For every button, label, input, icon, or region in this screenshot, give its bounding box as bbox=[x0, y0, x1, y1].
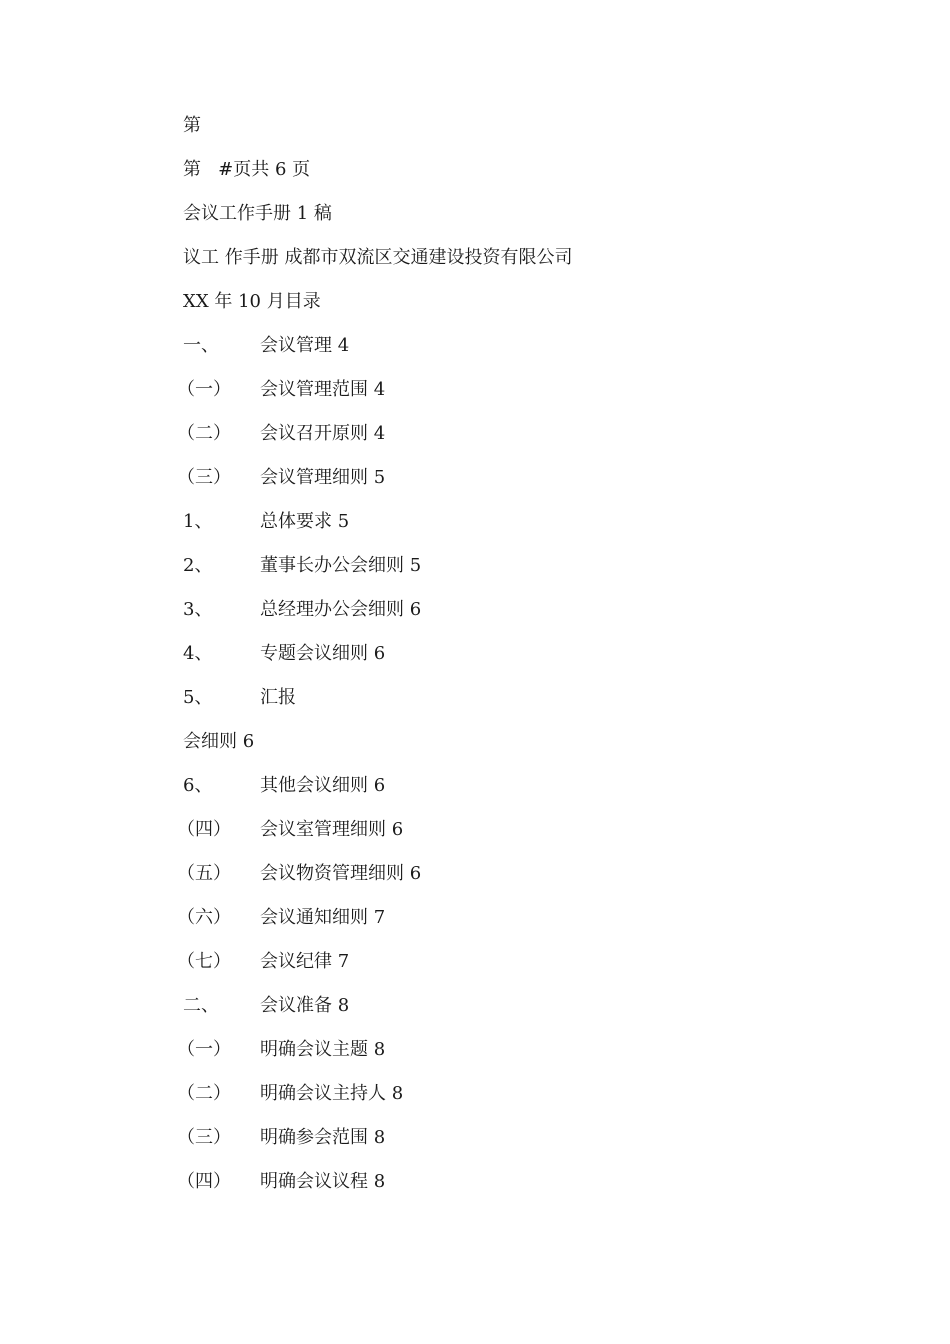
toc-number: 5、 bbox=[183, 687, 213, 708]
toc-item bbox=[177, 374, 883, 418]
toc-item bbox=[177, 814, 883, 858]
toc-text: 总经理办公会细则 6 bbox=[260, 599, 422, 620]
toc-number: （六） bbox=[177, 907, 231, 928]
toc-number: 1、 bbox=[183, 511, 213, 532]
toc-text: 会议通知细则 7 bbox=[260, 907, 386, 928]
toc-text: 会议纪律 7 bbox=[260, 951, 350, 972]
toc-item bbox=[177, 1078, 883, 1122]
toc-item bbox=[177, 1166, 883, 1210]
document-subtitle: 议工 作手册 成都市双流区交通建设投资有限公司 bbox=[183, 247, 573, 268]
toc-number: 一、 bbox=[183, 335, 219, 356]
toc-number: （一） bbox=[177, 1039, 231, 1060]
toc-text: 会议管理细则 5 bbox=[260, 467, 386, 488]
toc-item bbox=[183, 594, 883, 638]
toc-item bbox=[177, 462, 883, 506]
document-page bbox=[177, 110, 883, 1210]
toc-text: 总体要求 5 bbox=[260, 511, 350, 532]
toc-number: 二、 bbox=[183, 995, 219, 1016]
page-number-line: 第 #页共 6 页 bbox=[183, 159, 311, 180]
toc-item bbox=[183, 506, 883, 550]
date-line: XX 年 10 月目录 bbox=[183, 291, 321, 312]
toc-item bbox=[183, 682, 883, 726]
toc-number: 2、 bbox=[183, 555, 213, 576]
toc-text: 专题会议细则 6 bbox=[260, 643, 386, 664]
toc-item bbox=[183, 770, 883, 814]
toc-text: 会议准备 8 bbox=[260, 995, 350, 1016]
toc-text: 会细则 6 bbox=[183, 731, 255, 752]
toc-text: 明确会议议程 8 bbox=[260, 1171, 386, 1192]
toc-item bbox=[177, 902, 883, 946]
toc-number: 4、 bbox=[183, 643, 213, 664]
toc-text: 其他会议细则 6 bbox=[260, 775, 386, 796]
toc-number: （四） bbox=[177, 819, 231, 840]
toc-text: 汇报 bbox=[260, 687, 296, 708]
toc-item bbox=[183, 990, 883, 1034]
toc-item-continuation bbox=[183, 726, 883, 770]
toc-number: （二） bbox=[177, 1083, 231, 1104]
toc-item bbox=[177, 946, 883, 990]
table-of-contents bbox=[177, 330, 883, 1210]
toc-item bbox=[177, 858, 883, 902]
toc-number: （二） bbox=[177, 423, 231, 444]
toc-text: 明确会议主题 8 bbox=[260, 1039, 386, 1060]
toc-item bbox=[177, 418, 883, 462]
toc-text: 会议召开原则 4 bbox=[260, 423, 386, 444]
toc-item bbox=[183, 638, 883, 682]
toc-number: （三） bbox=[177, 1127, 231, 1148]
toc-text: 会议室管理细则 6 bbox=[260, 819, 404, 840]
toc-text: 会议物资管理细则 6 bbox=[260, 863, 422, 884]
toc-number: （一） bbox=[177, 379, 231, 400]
toc-text: 明确会议主持人 8 bbox=[260, 1083, 404, 1104]
toc-text: 会议管理 4 bbox=[260, 335, 350, 356]
toc-item bbox=[177, 1034, 883, 1078]
toc-number: （七） bbox=[177, 951, 231, 972]
toc-item bbox=[183, 330, 883, 374]
toc-number: 6、 bbox=[183, 775, 213, 796]
toc-number: 3、 bbox=[183, 599, 213, 620]
toc-number: （三） bbox=[177, 467, 231, 488]
toc-text: 明确参会范围 8 bbox=[260, 1127, 386, 1148]
toc-text: 会议管理范围 4 bbox=[260, 379, 386, 400]
toc-text: 董事长办公会细则 5 bbox=[260, 555, 422, 576]
toc-number: （五） bbox=[177, 863, 231, 884]
document-title: 会议工作手册 1 稿 bbox=[183, 203, 332, 224]
toc-item bbox=[183, 550, 883, 594]
page-header-line: 第 bbox=[183, 115, 201, 136]
toc-number: （四） bbox=[177, 1171, 231, 1192]
toc-item bbox=[177, 1122, 883, 1166]
